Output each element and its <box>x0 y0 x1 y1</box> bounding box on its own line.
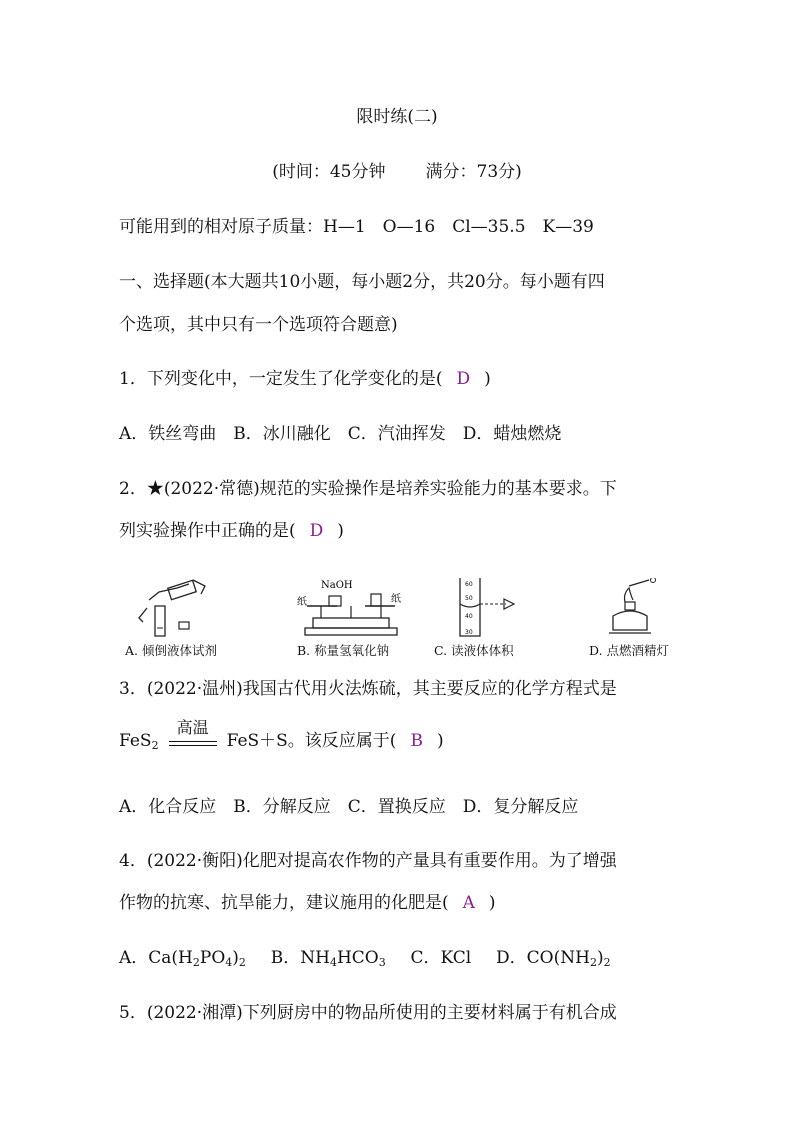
section-heading-line1: 一、选择题(本大题共10小题，每小题2分，共20分。每小题有四 <box>119 272 605 292</box>
q3-answer: B <box>410 731 423 751</box>
figure-d-caption: D. 点燃酒精灯 <box>589 643 670 658</box>
figure-c-caption: C. 读液体体积 <box>434 643 514 658</box>
q4-stem-close: ) <box>488 893 496 913</box>
q4-options <box>119 946 611 975</box>
figure-a-caption: A. 倾倒液体试剂 <box>125 643 217 658</box>
q4-a-part3: ) <box>232 948 239 968</box>
q4-a-sub1: 2 <box>192 956 200 969</box>
paper-label-left: 纸 <box>297 597 307 608</box>
q3-stem-close: ) <box>436 731 444 751</box>
q1-stem-text: 1．下列变化中，一定发生了化学变化的是( <box>119 369 443 389</box>
naoh-label: NaOH <box>321 580 353 591</box>
q2-stem-line1: 2．★(2022·常德)规范的实验操作是培养实验能力的基本要求。下 <box>119 479 617 499</box>
q4-d-sub1: 2 <box>589 956 597 969</box>
cylinder-illustration <box>444 578 534 640</box>
condition-text: 高温 <box>176 717 209 737</box>
q1-stem-close: ) <box>484 369 491 389</box>
q3-reactant: FeS <box>119 731 152 751</box>
q4-d-part2: ) <box>596 948 604 968</box>
q3-products-text: FeS＋S。该反应属于( <box>226 731 397 751</box>
q4-b-sub2: 3 <box>378 956 386 969</box>
page-title: 限时练(二) <box>356 107 438 127</box>
tick-50: 50 <box>465 595 473 602</box>
atomic-masses: 可能用到的相对原子质量：H—1 O—16 Cl—35.5 K—39 <box>119 217 594 237</box>
figure-c-cylinder <box>434 578 534 658</box>
q3-stem-line2 <box>119 717 444 758</box>
q4-stem-text: 作物的抗寒、抗旱能力，建议施用的化肥是( <box>119 893 449 913</box>
q1-answer: D <box>456 369 471 389</box>
q4-d-part1: D．CO(NH <box>496 948 590 968</box>
figure-b-balance <box>291 578 411 658</box>
figure-a-pouring <box>119 578 229 658</box>
q4-a-part2: PO <box>199 948 226 968</box>
q2-figure <box>119 578 679 663</box>
tick-60: 60 <box>465 581 473 588</box>
q4-stem-line2 <box>119 891 496 915</box>
q4-b-sub1: 4 <box>329 956 337 969</box>
time-limit: (时间：45分钟 <box>272 162 386 182</box>
q2-stem-close: ) <box>337 521 344 541</box>
q1-stem <box>119 367 491 391</box>
tick-40: 40 <box>465 613 473 620</box>
q4-option-b <box>271 948 386 968</box>
pouring-illustration <box>119 578 229 640</box>
q4-a-sub3: 2 <box>238 956 246 969</box>
q4-b-part1: B．NH <box>270 948 330 968</box>
reaction-condition <box>165 717 221 754</box>
q4-stem-line1: 4．(2022·衡阳)化肥对提高农作物的产量具有重要作用。为了增强 <box>119 851 617 871</box>
q5-stem-line1: 5．(2022·湘潭)下列厨房中的物品所使用的主要材料属于有机合成 <box>119 1003 617 1023</box>
q3-reactant-subscript: 2 <box>151 739 159 752</box>
q4-option-a <box>119 948 246 968</box>
q4-a-part1: A．Ca(H <box>119 948 193 968</box>
q4-option-d <box>496 948 611 968</box>
q3-stem-line1: 3．(2022·温州)我国古代用火法炼硫，其主要反应的化学方程式是 <box>119 679 617 699</box>
q4-b-part2: HCO <box>336 948 379 968</box>
q1-options: A．铁丝弯曲 B．冰川融化 C．汽油挥发 D．蜡烛燃烧 <box>119 424 562 444</box>
q4-option-c: C．KCl <box>410 948 472 968</box>
q4-answer: A <box>462 893 475 913</box>
q2-stem-text: 列实验操作中正确的是( <box>119 521 296 541</box>
section-heading-line2: 个选项，其中只有一个选项符合题意) <box>119 315 398 335</box>
balance-illustration <box>291 578 411 640</box>
q4-a-sub2: 4 <box>225 956 233 969</box>
time-score-line <box>0 160 794 184</box>
q2-answer: D <box>309 521 324 541</box>
q2-stem-line2 <box>119 519 344 543</box>
tick-30: 30 <box>465 629 473 636</box>
q3-options: A．化合反应 B．分解反应 C．置换反应 D．复分解反应 <box>119 797 579 817</box>
alcohol-lamp-illustration <box>589 578 679 640</box>
figure-d-lamp <box>589 578 679 658</box>
full-score: 满分：73分) <box>425 162 522 182</box>
q4-d-sub2: 2 <box>603 956 611 969</box>
paper-label-right: 纸 <box>391 594 401 605</box>
figure-b-caption: B. 称量氢氧化钠 <box>297 643 390 658</box>
